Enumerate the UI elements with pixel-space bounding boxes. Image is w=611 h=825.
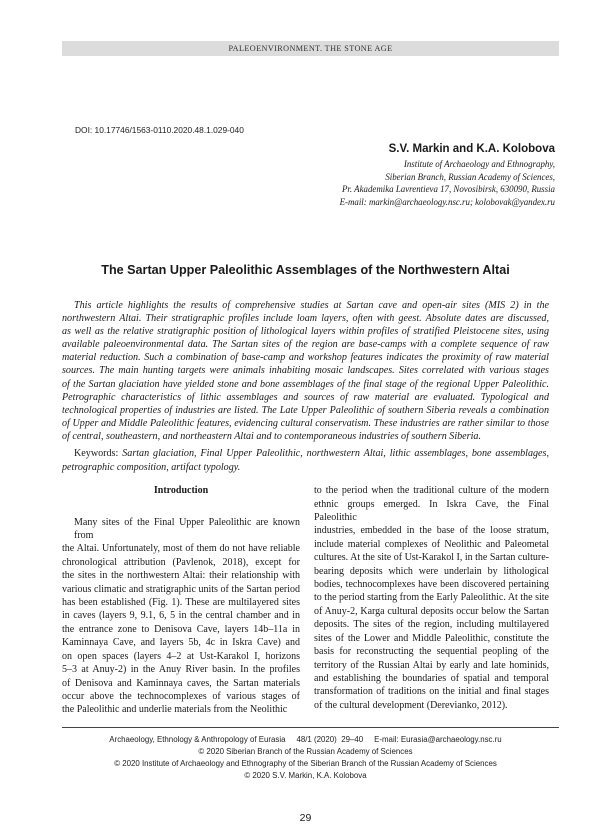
- abstract: [62, 299, 549, 443]
- page-number: 29: [299, 811, 312, 824]
- text-line: ethnic groups emerged. In Iskra Cave, the Final Paleolithic: [314, 498, 549, 524]
- affiliation-email: E-mail: markin@archaeology.nsc.ru; kolobovak@yandex.ru: [339, 197, 555, 208]
- text-line: deposits. The sites of the region, including multilayered: [314, 619, 549, 631]
- footer: [0, 734, 611, 782]
- text-line: the Altai. Unfortunately, most of them do not have reliable: [62, 543, 300, 555]
- text-line: of Denisova and Kaminnaya caves, the Sartan materials: [62, 677, 300, 689]
- text-line: the Paleolithic and underlie materials from the Neolithic: [62, 704, 288, 716]
- text-line: chronological attribution (Pavlenok, 2018), except for: [62, 556, 300, 568]
- text-line: include material complexes of Neolithic and Paleometal: [314, 538, 549, 550]
- text-line: bearing deposits which were underlain by lithological: [314, 565, 549, 577]
- text-line: technological properties of industries are listed. The Late Upper Paleolithic of southern Siberia reveals a combination: [62, 404, 549, 416]
- text-line: as well as the relative stratigraphic position of lithological layers within profiles of stratified Pleistocene sites, using: [62, 326, 549, 338]
- text-line: northwestern Altai. Their stratigraphic profiles include loam layers, often with geest. Absolute dates are discussed,: [62, 313, 549, 325]
- text-line: territory of the Russian Altai by early and late hominids,: [314, 659, 549, 671]
- text-line: sources. The main hunting targets were animals inhabiting mosaic landscapes. Sites correlated with various stages: [62, 365, 549, 377]
- affiliation-line: Siberian Branch, Russian Academy of Sciences,: [385, 171, 555, 182]
- affiliation: [340, 158, 555, 209]
- text-line: occur above the technocomplexes of various stages of: [62, 690, 300, 702]
- text-line: of the cultural development (Derevianko, 2012).: [314, 699, 508, 711]
- journal-info: Archaeology, Ethnology & Anthropology of Eurasia 48/1 (2020) 29–40 E-mail: Eurasia@archaeology.nsc.ru: [109, 734, 502, 744]
- text-line: various climatic and stratigraphic units of the Sartan period: [62, 583, 300, 595]
- text-line: Many sites of the Final Upper Paleolithic are known from: [74, 516, 300, 542]
- body-column-left: [62, 516, 300, 717]
- text-line: Petrographic characteristics of lithic assemblages and sources of raw material are evaluated. Typological and: [62, 391, 549, 403]
- affiliation-line: Institute of Archaeology and Ethnography,: [403, 159, 555, 169]
- footer-divider: [62, 727, 559, 728]
- copyright-line: © 2020 Siberian Branch of the Russian Academy of Sciences: [198, 746, 413, 756]
- text-line: has been established (Fig. 1). These are multilayered sites: [62, 597, 300, 609]
- body-column-right: [314, 484, 549, 712]
- text-line: the entrance zone to Denisova Cave, layers 14b–11a in: [62, 623, 300, 635]
- text-line: available paleoenvironmental data. The Sartan sites of the region are base-camps with a complete sequence of raw: [62, 339, 549, 351]
- article-body: [62, 299, 559, 825]
- text-line: transformation of traditions on the initial and final stages: [314, 686, 549, 698]
- section-heading-introduction: Introduction: [153, 485, 209, 497]
- left-column-wrapper: [62, 484, 300, 717]
- affiliation-line: Pr. Akademika Lavrentieva 17, Novosibirsk, 630090, Russia: [342, 184, 555, 195]
- text-line: of the Sartan glaciation have yielded stone and bone assemblages of the final stage of the regional Upper Paleolithic.: [62, 378, 549, 390]
- keywords: [62, 447, 549, 474]
- keywords-list: Sartan glaciation, Final Upper Paleolithic, northwestern Altai, lithic assemblages, bone assemblages,: [122, 448, 549, 460]
- text-line: to the period starting from the Early Paleolithic. At the site: [314, 592, 549, 604]
- text-line: basis for reconstructing the sequential peopling of the: [314, 646, 549, 658]
- text-line: Kaminnaya Cave, and layers 5b, 4c in Iskra Cave) and: [62, 637, 300, 649]
- doi: DOI: 10.17746/1563-0110.2020.48.1.029-040: [75, 125, 244, 135]
- text-line: of Upper and Middle Paleolithic features, evidencing cultural conservatism. These industries are rather similar to those: [62, 417, 549, 429]
- text-line: in caves (layers 9, 9.1, 6, 5 in the central chamber and in: [62, 610, 300, 622]
- text-line: industries, embedded in the base of the loose stratum,: [314, 525, 549, 537]
- text-line: 5–3 at Anuy-2) in the Anuy River basin. In the profiles: [62, 664, 300, 676]
- text-line: to the period when the traditional culture of the modern: [314, 485, 549, 497]
- text-line: This article highlights the results of comprehensive studies at Sartan cave and open-air sites (MIS 2) in the: [74, 300, 549, 311]
- text-line: bodies, technocomplexes have been discovered pertaining: [314, 579, 549, 591]
- keywords-list: petrographic composition, artifact typology.: [62, 461, 241, 473]
- authors: S.V. Markin and K.A. Kolobova: [388, 143, 555, 155]
- text-line: cultures. At the site of Ust-Karakol I, in the Sartan culture-: [314, 552, 549, 564]
- text-line: of central, southeastern, and northeastern Altai and to contemporaneous industries of southern Siberia.: [62, 430, 481, 442]
- section-title: PALEOENVIRONMENT. THE STONE AGE: [228, 44, 393, 53]
- text-line: on open spaces (layers 4–2 at Ust-Karakol I, horizons: [62, 650, 300, 662]
- copyright-line: © 2020 Institute of Archaeology and Ethnography of the Siberian Branch of the Russian Academy of Sciences: [114, 758, 497, 768]
- text-line: and establishing the boundaries of spatial and temporal: [314, 672, 549, 684]
- text-line: the sites in the northwestern Altai: their relationship with: [62, 570, 300, 582]
- running-header: [62, 41, 559, 56]
- article-title: The Sartan Upper Paleolithic Assemblages of the Northwestern Altai: [101, 263, 510, 277]
- two-column-body: [62, 484, 549, 717]
- keywords-label: Keywords:: [74, 448, 119, 460]
- text-line: of Anuy-2, Karga cultural deposits occur below the Sartan: [314, 605, 549, 617]
- copyright-line: © 2020 S.V. Markin, K.A. Kolobova: [244, 770, 367, 780]
- text-line: material reduction. Such a combination of base-camp and workshop features indicates the proximity of raw material: [62, 352, 549, 364]
- text-line: sites of the Lower and Middle Paleolithic, constitute the: [314, 632, 549, 644]
